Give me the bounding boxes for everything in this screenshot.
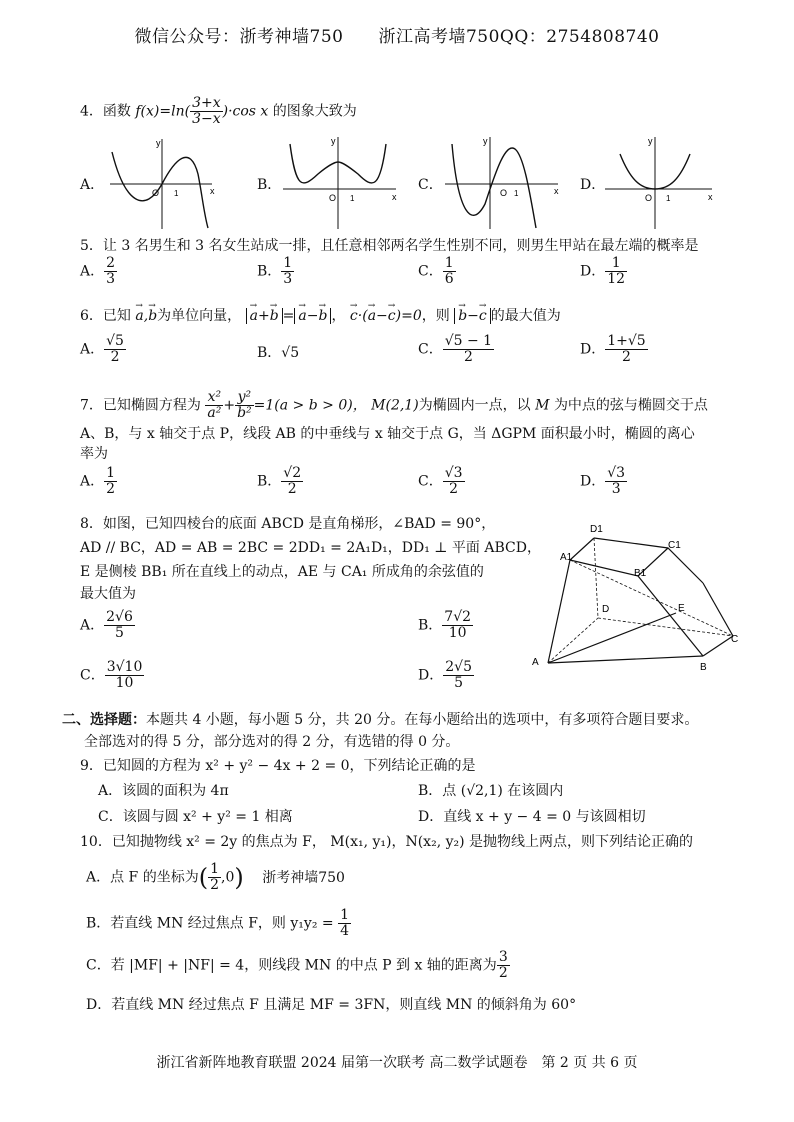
q8-option-a: A． $\frac{2√6}{5}$	[80, 609, 133, 641]
q7-option-c: C． $\frac{√3}{2}$	[418, 465, 463, 497]
label-e: E	[678, 603, 685, 614]
q9-option-b: B．点 (√2,1) 在该圆内	[418, 783, 564, 799]
q10-option-b: B．若直线 MN 经过焦点 F，则 y₁y₂ = $\frac{1}{4}$	[86, 907, 349, 939]
question-8-line1: 8．如图，已知四棱台的底面 ABCD 是直角梯形，∠BAD = 90°，	[80, 516, 496, 532]
page-footer: 浙江省新阵地教育联盟 2024 届第一次联考 高二数学试题卷 第 2 页 共 6 页	[156, 1055, 638, 1071]
svg-text:O: O	[645, 193, 653, 203]
label-a1: A1	[560, 552, 573, 563]
q9-option-c: C．该圆与圆 x² + y² = 1 相离	[98, 809, 293, 825]
q-text: 的图象大致为	[272, 103, 357, 120]
watermark-text: 浙考神墙750	[262, 869, 345, 886]
graph-d	[600, 134, 720, 234]
svg-text:1: 1	[514, 189, 519, 198]
label-b: B	[700, 662, 707, 673]
page-header: 微信公众号：浙考神墙750 浙江高考墙750QQ：2754808740	[134, 27, 660, 47]
question-9: 9．已知圆的方程为 x² + y² − 4x + 2 = 0，下列结论正确的是	[80, 758, 476, 774]
q7-option-b: B． $\frac{√2}{2}$	[257, 465, 302, 497]
q7-option-a: A． $\frac{1}{2}$	[80, 465, 116, 497]
svg-text:y: y	[331, 136, 336, 146]
question-8-line2: AD // BC，AD = AB = 2BC = 2DD₁ = 2A₁D₁，DD₁ ⊥ 平面 ABCD，	[80, 540, 541, 556]
question-8-line3: E 是侧棱 BB₁ 所在直线上的动点，AE 与 CA₁ 所成角的余弦值的	[80, 564, 484, 580]
question-7-line2: A、B，与 x 轴交于点 P，线段 AB 的中垂线与 x 轴交于点 G，当 ΔGPM 面积最小时，椭圆的离心	[80, 426, 695, 442]
label-d1: D1	[590, 524, 603, 535]
q4-option-d-label: D．	[580, 177, 606, 193]
question-7: 7．已知椭圆方程为 $\frac{\text{x²}}{\text{a²}}$ + $\frac{\text{y²}}{\text{b²}}$ =1(a > b > 0)， M(2,1)为椭圆内一点，以 M 为中点的弦与椭圆交于点	[80, 389, 708, 421]
svg-text:O: O	[152, 188, 160, 198]
q4-option-a-label: A．	[80, 177, 105, 193]
vec-a-b: → a,→ b	[135, 308, 157, 324]
question-10: 10．已知抛物线 x² = 2y 的焦点为 F， M(x₁, y₁)，N(x₂, y₂) 是抛物线上两点，则下列结论正确的	[80, 834, 694, 850]
q5-option-b: B． $\frac{1}{3}$	[257, 255, 293, 287]
q7-option-d: D． $\frac{√3}{3}$	[580, 465, 626, 497]
section-2-heading: 二、选择题：本题共 4 小题，每小题 5 分，共 20 分。在每小题给出的选项中，有多项符合题目要求。	[62, 712, 699, 728]
q5-option-d: D． $\frac{1}{12}$	[580, 255, 626, 287]
svg-text:x: x	[554, 186, 559, 196]
svg-text:1: 1	[666, 194, 671, 203]
q9-option-a: A．该圆的面积为 4π	[98, 783, 229, 799]
q8-option-b: B． $\frac{7√2}{10}$	[418, 609, 472, 641]
graph-c	[440, 134, 565, 234]
svg-text:x: x	[708, 192, 713, 202]
label-a: A	[532, 657, 539, 668]
section-2-line2: 全部选对的得 5 分，部分选对的得 2 分，有选错的得 0 分。	[84, 734, 460, 750]
label-b1: B1	[634, 568, 647, 579]
question-4	[80, 96, 357, 127]
func-expr: f(x)=ln(	[135, 103, 191, 120]
q6-option-a: A． $\frac{√5}{2}$	[80, 333, 124, 365]
label-c1: C1	[668, 540, 681, 551]
label-c: C	[731, 634, 739, 645]
frustum-figure	[528, 518, 748, 678]
q10-option-d: D．若直线 MN 经过焦点 F 且满足 MF = 3FN，则直线 MN 的倾斜角为 60°	[86, 997, 577, 1013]
func-expr-tail: )·cos x	[222, 103, 269, 120]
label-d: D	[602, 604, 610, 615]
svg-text:y: y	[483, 136, 488, 146]
svg-text:y: y	[648, 136, 653, 146]
q10-option-c: C．若 |MF| + |NF| = 4，则线段 MN 的中点 P 到 x 轴的距离为 $\frac{3}{2}$	[86, 949, 508, 981]
question-8-line4: 最大值为	[80, 586, 136, 602]
q6-option-d: D． $\frac{1+√5}{2}$	[580, 333, 646, 365]
question-5: 5．让 3 名男生和 3 名女生站成一排，且任意相邻两名学生性别不同，则男生甲站在最左端的概率是	[80, 238, 699, 254]
q5-option-a: A． $\frac{2}{3}$	[80, 255, 116, 287]
fraction: $\frac{3+x}{3-x}$	[192, 95, 221, 127]
graph-b	[278, 134, 403, 234]
q4-option-c-label: C．	[418, 177, 443, 193]
q10-option-a: A．点 F 的坐标为( $\frac{1}{2}$ ,0) 浙考神墙750	[86, 861, 345, 893]
svg-text:1: 1	[350, 194, 355, 203]
graph-a	[100, 134, 220, 234]
svg-text:x: x	[210, 186, 215, 196]
q-num: 4．	[80, 103, 103, 120]
q9-option-d: D．直线 x + y − 4 = 0 与该圆相切	[418, 809, 646, 825]
q-text: 函数	[102, 103, 131, 120]
svg-text:y: y	[156, 138, 161, 148]
question-7-line3: 率为	[80, 446, 108, 462]
svg-text:O: O	[329, 193, 337, 203]
svg-text:x: x	[392, 192, 397, 202]
q5-option-c: C． $\frac{1}{6}$	[418, 255, 454, 287]
q8-option-c: C． $\frac{3√10}{10}$	[80, 659, 143, 691]
svg-text:1: 1	[174, 189, 179, 198]
svg-text:O: O	[500, 188, 508, 198]
q6-option-c: C． $\frac{√5 - 1}{2}$	[418, 333, 493, 365]
question-6: 6．已知 → a,→ b为单位向量， → a+→ b =→ a−→ b ， → c·(→ a−→ c)=0，则 → b−→ c 的最大值为	[80, 306, 561, 326]
q4-option-b-label: B．	[257, 177, 282, 193]
q8-option-d: D． $\frac{2√5}{5}$	[418, 659, 472, 691]
q6-option-b: B．√5	[257, 345, 300, 361]
